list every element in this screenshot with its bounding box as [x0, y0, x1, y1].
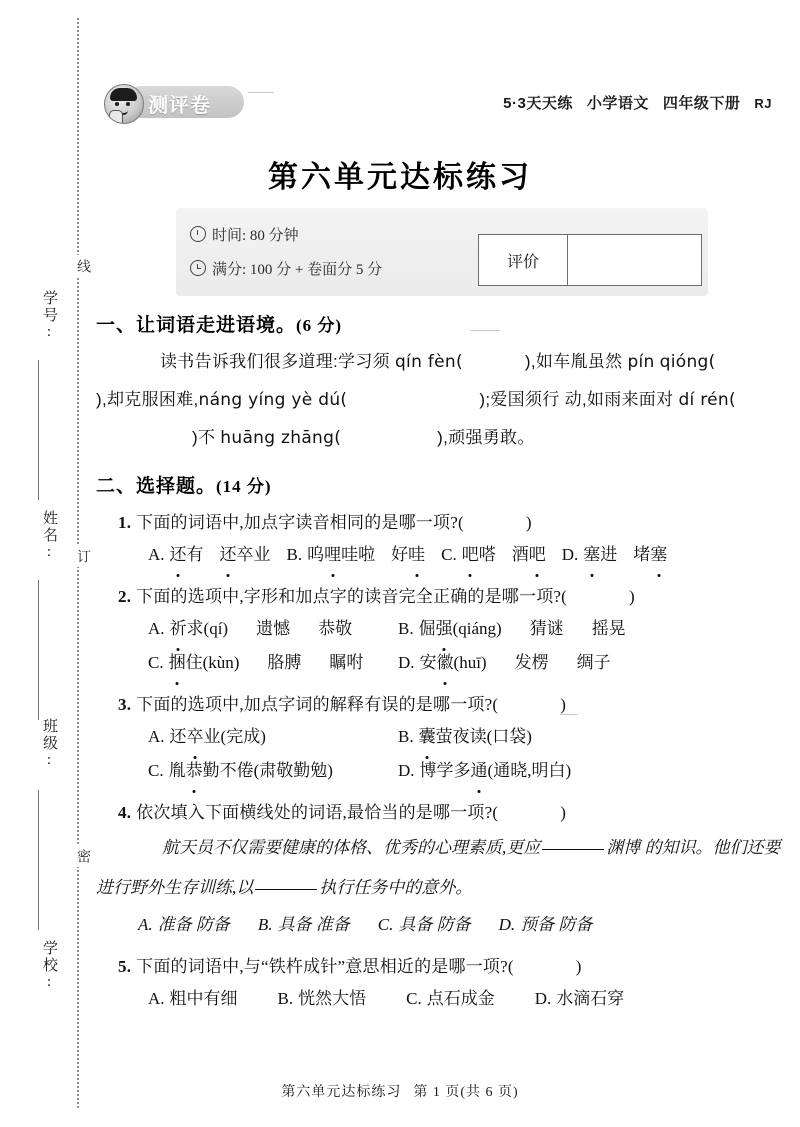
option-5-a[interactable]: A. 粗中有细	[148, 989, 238, 1008]
passage-l2-pinyin2: náng yíng yè dú(	[198, 390, 348, 410]
passage-l1-b: ),如车胤虽然	[524, 352, 623, 371]
scan-artifact-1	[248, 92, 274, 93]
book-edition: RJ	[754, 96, 772, 111]
book-grade: 四年级下册	[662, 95, 741, 112]
option-1-a[interactable]: A. 还有 还卒业	[148, 538, 271, 572]
option-3-c[interactable]: C. 胤恭勤不倦(肃敬勤勉)	[148, 754, 398, 788]
option-4-d[interactable]: D. 预备 防备	[498, 915, 593, 934]
option-1-c[interactable]: C. 吧嗒 酒吧	[441, 538, 546, 572]
exam-time-label: 时间:	[212, 228, 247, 244]
question-4-number: 4.	[118, 803, 132, 822]
mascot-hand	[109, 110, 123, 124]
question-1	[96, 508, 786, 572]
option-3-d[interactable]: D. 博学多通(通晓,明白)	[398, 754, 571, 788]
passage-l1-pinyin: qín fèn(	[394, 352, 463, 372]
margin-label-name: 姓名:	[41, 510, 57, 562]
passage-l2-b: );爱国须行	[479, 390, 560, 409]
exam-time-line	[190, 224, 299, 245]
option-1-b[interactable]: B. 呜哩哇啦 好哇	[287, 538, 426, 572]
question-4-passage-p1: 航天员不仅需要健康的体格、优秀的心理素质,更应	[162, 838, 541, 857]
question-2	[96, 582, 786, 680]
evaluation-label: 评价	[479, 235, 568, 285]
paper-type-badge	[104, 84, 244, 120]
question-4-close: )	[560, 803, 567, 822]
margin-label-class: 班级:	[41, 718, 57, 770]
margin-rule-2	[38, 580, 39, 720]
section-2-title: 二、选择题。	[96, 476, 217, 497]
option-5-b[interactable]: B. 恍然大悟	[277, 989, 367, 1008]
section-heading-2	[96, 471, 786, 498]
seal-char-ding: 订	[64, 545, 92, 567]
mascot-hair	[110, 88, 137, 101]
question-4-fill-blank-2[interactable]	[255, 888, 317, 890]
question-3	[96, 690, 786, 788]
question-4-passage-p2: 渊博	[606, 838, 641, 857]
question-3-text: 下面的选项中,加点字词的解释有误的是哪一项?(	[136, 695, 499, 714]
option-2-d[interactable]: D. 安徽(huī) 发楞 绸子	[398, 646, 611, 680]
option-3-b[interactable]: B. 囊萤夜读(口袋)	[398, 720, 532, 754]
option-2-a[interactable]: A. 祈求(qí) 遗憾 恭敬	[148, 612, 398, 646]
badge-label: 测评卷	[148, 95, 211, 117]
question-2-options	[148, 612, 786, 680]
option-4-c[interactable]: C. 具备 防备	[377, 915, 471, 934]
option-2-c[interactable]: C. 捆住(kùn) 胳膊 瞩咐	[148, 646, 398, 680]
option-5-c[interactable]: C. 点石成金	[406, 989, 495, 1008]
question-2-close: )	[629, 587, 635, 606]
option-4-b[interactable]: B. 具备 准备	[257, 915, 350, 934]
book-series: 5·3天天练	[503, 95, 573, 112]
page-footer	[0, 1081, 800, 1101]
margin-rule-3	[38, 790, 39, 930]
exam-score-value: 100 分 + 卷面分 5 分	[249, 262, 383, 278]
mascot-eye-right	[126, 102, 130, 106]
passage-l3-a: 动,如雨来面对	[564, 390, 674, 409]
passage-l1-a: 读书告诉我们很多道理:学习须	[160, 352, 390, 371]
question-5-number: 5.	[118, 957, 132, 976]
question-1-text: 下面的词语中,加点字读音相同的是哪一项?(	[136, 513, 464, 532]
question-4-passage-p4: 执行任务中的意外。	[319, 878, 473, 897]
question-5-stem	[118, 952, 786, 982]
question-3-stem	[118, 690, 786, 720]
footer-title: 第六单元达标练习	[281, 1085, 402, 1100]
question-5-options	[148, 982, 786, 1016]
question-3-close: )	[560, 695, 567, 714]
question-4-fill-blank-1[interactable]	[542, 848, 604, 850]
margin-label-school: 学校:	[41, 940, 57, 992]
seal-char-xian: 线	[64, 255, 92, 277]
evaluation-box	[478, 234, 702, 286]
exam-content	[96, 310, 786, 1016]
section-1-passage	[96, 343, 786, 457]
question-4-options	[138, 908, 786, 942]
book-subject: 小学语文	[586, 95, 649, 112]
passage-l3-pinyin2: huāng zhāng(	[220, 428, 342, 448]
passage-l3-c: ),顽强勇敢。	[437, 428, 535, 447]
exam-score-line	[190, 258, 382, 279]
passage-l1-pinyin2: pín	[627, 352, 655, 372]
question-3-options-row-2	[148, 754, 786, 788]
mascot-eye-left	[115, 102, 119, 106]
question-2-options-row-2	[148, 646, 786, 680]
exam-score-label: 满分:	[212, 262, 247, 278]
question-5	[96, 952, 786, 1016]
question-2-number: 2.	[118, 587, 132, 606]
question-2-text: 下面的选项中,字形和加点字的读音完全正确的是哪一项?(	[136, 587, 568, 606]
question-4	[96, 798, 786, 942]
section-heading-1	[96, 310, 786, 337]
question-3-number: 3.	[118, 695, 132, 714]
passage-l3-b: )不	[192, 428, 216, 447]
question-1-options	[148, 538, 786, 572]
margin-label-student-id: 学号:	[41, 290, 57, 342]
footer-page-number: 第 1 页(共 6 页)	[413, 1085, 519, 1100]
question-3-options	[148, 720, 786, 788]
option-3-a[interactable]: A. 还卒业(完成)	[148, 720, 398, 754]
question-1-number: 1.	[118, 513, 132, 532]
clock-icon	[190, 260, 206, 276]
option-1-d[interactable]: D. 塞进 堵塞	[562, 538, 668, 572]
page-title: 第六单元达标练习	[268, 161, 532, 194]
section-1-points: (6 分)	[296, 316, 343, 335]
question-1-close: )	[525, 513, 532, 532]
passage-l3-pinyin: dí rén(	[678, 390, 736, 410]
option-2-b[interactable]: B. 倔强(qiáng) 猜谜 摇晃	[398, 612, 626, 646]
book-meta	[503, 92, 772, 113]
margin-rule-1	[38, 360, 39, 500]
question-4-passage-p3: 的知识。他们还要进行野外生存训练,以	[96, 838, 781, 897]
option-4-a[interactable]: A. 准备 防备	[138, 915, 230, 934]
question-5-text: 下面的词语中,与“铁杵成针”意思相近的是哪一项?(	[136, 957, 514, 976]
timer-icon	[190, 226, 206, 242]
seal-char-mi: 密	[64, 845, 92, 867]
question-4-text: 依次填入下面横线处的词语,最恰当的是哪一项?(	[136, 803, 499, 822]
mascot-face-icon	[104, 84, 144, 124]
evaluation-blank-field[interactable]	[568, 235, 701, 285]
question-1-stem	[118, 508, 786, 538]
passage-l2-a: ),却克服困难,	[96, 390, 199, 409]
question-4-stem	[118, 798, 786, 828]
passage-l2-pinyin: qióng(	[659, 352, 716, 372]
section-2-points: (14 分)	[216, 477, 272, 496]
question-5-close: )	[575, 957, 582, 976]
section-1-title: 一、让词语走进语境。	[96, 315, 297, 336]
option-5-d[interactable]: D. 水滴石穿	[534, 989, 625, 1008]
question-3-options-row-1	[148, 720, 786, 754]
question-2-stem	[118, 582, 786, 612]
question-4-passage	[96, 828, 786, 908]
question-2-options-row-1	[148, 612, 786, 646]
exam-time-value: 80 分钟	[249, 228, 299, 244]
